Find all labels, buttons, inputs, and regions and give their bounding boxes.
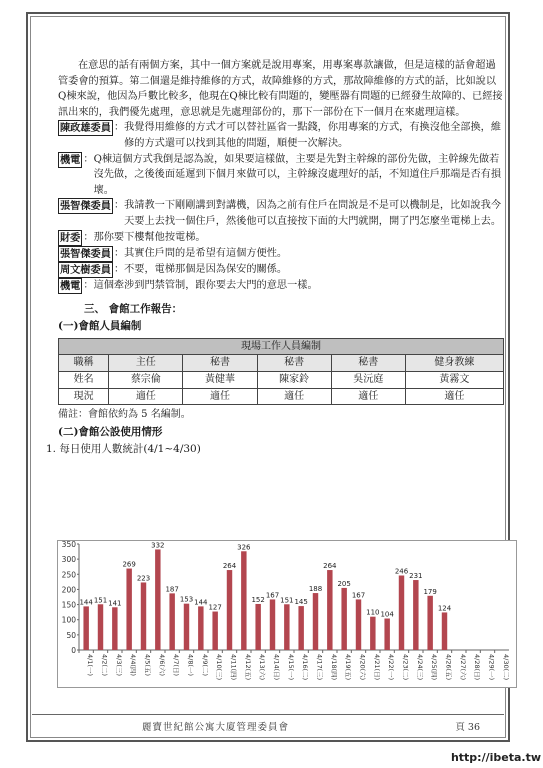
bar bbox=[413, 580, 418, 650]
bar bbox=[126, 569, 131, 650]
x-tick-label: 4/22(一) bbox=[387, 654, 396, 681]
speaker-label: 機電 bbox=[60, 279, 81, 292]
x-tick-label: 4/1(一) bbox=[86, 654, 95, 677]
bar bbox=[356, 599, 361, 650]
data-label: 205 bbox=[337, 579, 351, 588]
data-label: 104 bbox=[380, 610, 394, 619]
data-label: 151 bbox=[93, 596, 108, 605]
data-label: 167 bbox=[351, 591, 366, 600]
colon-separator: ： bbox=[83, 231, 94, 243]
data-label: 167 bbox=[265, 591, 280, 600]
x-tick-label: 4/30(二) bbox=[501, 654, 510, 681]
bar bbox=[155, 549, 160, 650]
intro-paragraph: 在意思的話有兩個方案，其中一個方案就是說用專案，用專案專款讓做，但是這樣的話會超過管委會的預算。第二個還是維持維修的方式，故障維修的方式，那故障維修的方式的話，比如說以Q棟來說，他因為戶數比較多，他現在Q棟比較有問題的，變壓器有問題的已經發生故障的、已經接訊出來的，我們優先處理，意思就是先處理部份的，那下一部份在下一個月在來處理這樣。 bbox=[58, 60, 503, 118]
row-label: 職稱 bbox=[59, 355, 109, 372]
page-footer bbox=[32, 714, 504, 735]
y-tick-label: 100 bbox=[61, 615, 76, 625]
document-body bbox=[46, 58, 504, 458]
bar bbox=[270, 599, 275, 650]
bar bbox=[198, 606, 203, 650]
minutes-entry bbox=[58, 198, 504, 229]
section-title: 三、 會館工作報告： bbox=[84, 302, 183, 315]
speaker-label: 陳政雄委員 bbox=[60, 122, 111, 135]
page-number: 頁 36 bbox=[455, 722, 480, 733]
y-tick-label: 50 bbox=[66, 630, 76, 640]
row-label: 姓名 bbox=[59, 371, 109, 388]
x-tick-label: 4/18(四) bbox=[329, 654, 338, 681]
colon-separator: ： bbox=[113, 263, 125, 275]
data-label: 326 bbox=[237, 543, 251, 552]
usage-chart bbox=[57, 540, 517, 688]
bar bbox=[169, 593, 174, 650]
data-label: 144 bbox=[79, 598, 93, 607]
speaker-text: 我覺得用維修的方式才可以替社區省一點錢，你用專案的方式，有換沒他全部換，維修的方式還可以找到其他的問題，順便一次解決。 bbox=[124, 122, 502, 149]
data-label: 151 bbox=[280, 596, 294, 605]
x-tick-label: 4/7(日) bbox=[172, 654, 181, 677]
speaker-text: 那你要下樓幫他按電梯。 bbox=[93, 231, 206, 243]
bar bbox=[384, 619, 389, 650]
data-label: 246 bbox=[394, 567, 409, 576]
speaker-text: Q棟這個方式我倒是認為說，如果要這樣做，主要是先對主幹線的部份先做，主幹線先做若沒先做，之後後面延遲到下個月來做可以，主幹線沒處理好的話，不知道住戶那端是否有損壞。 bbox=[93, 153, 502, 196]
data-label: 141 bbox=[108, 599, 122, 608]
y-tick-label: 350 bbox=[61, 540, 76, 549]
cell-status: 適任 bbox=[331, 388, 405, 405]
x-tick-label: 4/25(四) bbox=[430, 654, 439, 681]
bar bbox=[212, 612, 217, 650]
speaker-text: 其實住戶問的是希望有這個方便性。 bbox=[124, 247, 288, 259]
x-tick-label: 4/24(三) bbox=[415, 654, 424, 681]
usage-chart-svg bbox=[57, 540, 517, 688]
speaker-label: 機電 bbox=[60, 153, 81, 166]
staff-note: 備註：會館依約為 5 名編制。 bbox=[58, 409, 191, 421]
usage-subsection-title: (二)會館公設使用情形 bbox=[58, 425, 163, 438]
bar bbox=[370, 617, 375, 650]
minutes-entry bbox=[58, 262, 504, 278]
data-label: 223 bbox=[136, 574, 151, 583]
x-tick-label: 4/10(三) bbox=[215, 654, 224, 681]
x-tick-label: 4/21(日) bbox=[372, 654, 381, 681]
speaker-text: 不要，電梯那個是因為保安的關係。 bbox=[124, 263, 288, 275]
colon-separator: ： bbox=[83, 153, 94, 165]
x-tick-label: 4/2(二) bbox=[100, 654, 109, 677]
cell-status: 適任 bbox=[405, 388, 503, 405]
cell-name: 蔡宗倫 bbox=[109, 371, 183, 388]
bar bbox=[313, 593, 318, 650]
cell-name: 黃霧文 bbox=[405, 371, 503, 388]
footer-title: 麗寶世紀館公寓大廈管理委員會 bbox=[142, 722, 290, 733]
data-label: 110 bbox=[366, 608, 380, 617]
staff-row-title bbox=[59, 355, 504, 372]
data-label: 124 bbox=[437, 604, 452, 613]
y-tick-label: 200 bbox=[61, 585, 76, 595]
cell-status: 適任 bbox=[109, 388, 183, 405]
bar bbox=[399, 575, 404, 650]
data-label: 188 bbox=[308, 585, 323, 594]
x-tick-label: 4/15(一) bbox=[286, 654, 295, 681]
bar bbox=[341, 588, 346, 650]
cell-name: 吳沅庭 bbox=[331, 371, 405, 388]
minutes-entries bbox=[58, 120, 504, 293]
x-tick-label: 4/8(一) bbox=[186, 654, 195, 677]
cell-title: 健身教練 bbox=[405, 355, 503, 372]
cell-name: 黃健華 bbox=[183, 371, 257, 388]
bar bbox=[98, 604, 103, 650]
data-label: 231 bbox=[409, 572, 423, 581]
data-label: 269 bbox=[122, 560, 136, 569]
cell-name: 陳家鈴 bbox=[257, 371, 331, 388]
speaker-label: 周文樹委員 bbox=[60, 263, 111, 276]
data-label: 152 bbox=[251, 595, 265, 604]
staff-subsection-title: (一)會館人員編制 bbox=[58, 320, 142, 333]
cell-status: 適任 bbox=[183, 388, 257, 405]
staff-table bbox=[58, 338, 504, 405]
staff-row-name bbox=[59, 371, 504, 388]
minutes-entry bbox=[58, 230, 504, 246]
speaker-label: 張智傑委員 bbox=[60, 247, 111, 260]
x-tick-label: 4/19(五) bbox=[344, 654, 353, 681]
bar bbox=[255, 604, 260, 650]
data-label: 144 bbox=[194, 598, 208, 607]
cell-title: 秘書 bbox=[331, 355, 405, 372]
minutes-entry bbox=[58, 152, 504, 199]
data-label: 264 bbox=[222, 562, 237, 571]
cell-title: 主任 bbox=[109, 355, 183, 372]
y-tick-label: 250 bbox=[61, 570, 76, 580]
data-label: 179 bbox=[423, 587, 437, 596]
speaker-text: 我請教一下剛剛講到對講機，因為之前有住戶在問說是不是可以機制是，比如說我今天要上去找一個住戶，然後他可以直接按下面的大門就開，開了門怎麼坐電梯上去。 bbox=[124, 200, 502, 227]
staff-table-caption: 現場工作人員編制 bbox=[59, 338, 504, 355]
minutes-entry bbox=[58, 246, 504, 262]
minutes-entry bbox=[58, 278, 504, 294]
x-tick-label: 4/9(二) bbox=[200, 654, 209, 677]
y-tick-label: 0 bbox=[71, 646, 76, 655]
bar bbox=[284, 604, 289, 650]
x-tick-label: 4/23(二) bbox=[401, 654, 410, 681]
colon-separator: ： bbox=[83, 279, 94, 291]
speaker-text: 這個牽涉到門禁管制，跟你要去大門的意思一樣。 bbox=[93, 279, 318, 291]
bar bbox=[227, 570, 232, 650]
x-tick-label: 4/26(五) bbox=[444, 654, 453, 681]
cell-status: 適任 bbox=[257, 388, 331, 405]
bar bbox=[327, 570, 332, 650]
colon-separator: ： bbox=[113, 247, 125, 259]
x-tick-label: 4/29(一) bbox=[487, 654, 496, 681]
x-tick-label: 4/20(六) bbox=[358, 654, 367, 681]
x-tick-label: 4/6(六) bbox=[157, 654, 166, 677]
x-tick-label: 4/28(日) bbox=[473, 654, 482, 681]
watermark-url: http://ibeta.tw bbox=[450, 751, 541, 764]
bar bbox=[241, 551, 246, 650]
colon-separator: ： bbox=[113, 200, 125, 212]
y-tick-label: 300 bbox=[61, 555, 76, 565]
data-label: 145 bbox=[294, 598, 308, 607]
colon-separator: ： bbox=[113, 122, 125, 134]
data-label: 332 bbox=[151, 541, 165, 550]
x-tick-label: 4/12(五) bbox=[243, 654, 252, 681]
cell-title: 秘書 bbox=[257, 355, 331, 372]
bar bbox=[112, 607, 117, 650]
bar bbox=[184, 604, 189, 650]
x-tick-label: 4/5(五) bbox=[143, 654, 152, 677]
bar bbox=[298, 606, 303, 650]
x-tick-label: 4/4(四) bbox=[129, 654, 138, 677]
x-tick-label: 4/13(六) bbox=[258, 654, 267, 681]
x-tick-label: 4/16(二) bbox=[301, 654, 310, 681]
bar bbox=[141, 582, 146, 650]
x-tick-label: 4/14(日) bbox=[272, 654, 281, 681]
chart-heading: 1. 每日使用人數統計(4/1~4/30) bbox=[46, 443, 201, 456]
y-tick-label: 150 bbox=[61, 600, 76, 610]
speaker-label: 張智傑委員 bbox=[60, 200, 111, 213]
x-tick-label: 4/11(四) bbox=[229, 654, 238, 681]
x-tick-label: 4/3(三) bbox=[114, 654, 123, 677]
bar bbox=[83, 606, 88, 650]
data-label: 264 bbox=[323, 562, 337, 571]
staff-row-status bbox=[59, 388, 504, 405]
row-label: 現況 bbox=[59, 388, 109, 405]
bar bbox=[427, 596, 432, 650]
data-label: 187 bbox=[165, 585, 179, 594]
x-tick-label: 4/17(三) bbox=[315, 654, 324, 681]
x-tick-label: 4/27(六) bbox=[458, 654, 467, 681]
bar bbox=[442, 612, 447, 650]
data-label: 127 bbox=[208, 603, 222, 612]
speaker-label: 財委 bbox=[60, 231, 81, 244]
minutes-entry bbox=[58, 120, 504, 151]
data-label: 153 bbox=[179, 595, 194, 604]
cell-title: 秘書 bbox=[183, 355, 257, 372]
